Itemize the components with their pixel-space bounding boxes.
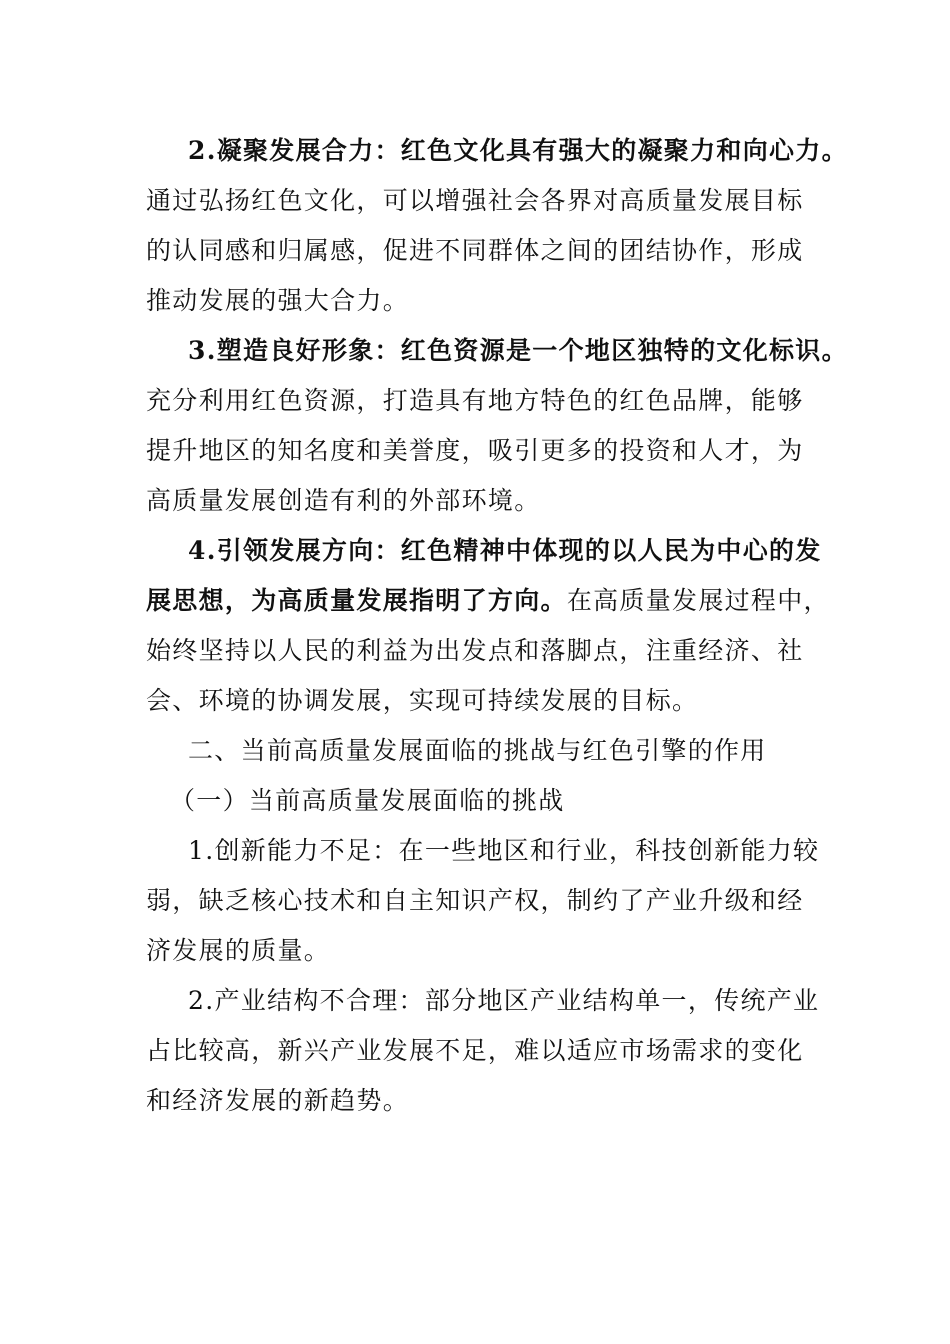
item-line-1: 1.创新能力不足：在一些地区和行业，科技创新能力较 [188, 836, 820, 865]
bold-phrase: 展思想，为高质量发展指明了方向。 [146, 586, 567, 615]
body-line: 高质量发展创造有利的外部环境。 [146, 486, 541, 515]
normal-phrase: 在高质量发展过程中， [566, 586, 830, 615]
subsection-heading: （一）当前高质量发展面临的挑战 [170, 786, 565, 815]
body-line: 济发展的质量。 [146, 936, 331, 965]
body-line: 的认同感和归属感，促进不同群体之间的团结协作，形成 [146, 236, 804, 265]
item-line-2: 2.产业结构不合理：部分地区产业结构单一，传统产业 [188, 986, 820, 1015]
heading-line-3: 3.塑造良好形象：红色资源是一个地区独特的文化标识。 [188, 336, 848, 365]
body-line: 会、环境的协调发展，实现可持续发展的目标。 [146, 686, 699, 715]
body-line: 始终坚持以人民的利益为出发点和落脚点，注重经济、社 [146, 636, 804, 665]
body-line: 占比较高，新兴产业发展不足，难以适应市场需求的变化 [146, 1036, 804, 1065]
body-line: 充分利用红色资源，打造具有地方特色的红色品牌，能够 [146, 386, 804, 415]
heading-line-4: 4.引领发展方向：红色精神中体现的以人民为中心的发 [188, 536, 822, 565]
body-line: 提升地区的知名度和美誉度，吸引更多的投资和人才，为 [146, 436, 804, 465]
body-line: 推动发展的强大合力。 [146, 286, 410, 315]
body-line: 和经济发展的新趋势。 [146, 1086, 410, 1115]
body-line-mixed [146, 584, 830, 618]
section-heading: 二、当前高质量发展面临的挑战与红色引擎的作用 [188, 736, 767, 765]
body-line: 弱，缺乏核心技术和自主知识产权，制约了产业升级和经 [146, 886, 804, 915]
heading-line-2: 2.凝聚发展合力：红色文化具有强大的凝聚力和向心力。 [188, 136, 848, 165]
body-line: 通过弘扬红色文化，可以增强社会各界对高质量发展目标 [146, 186, 804, 215]
